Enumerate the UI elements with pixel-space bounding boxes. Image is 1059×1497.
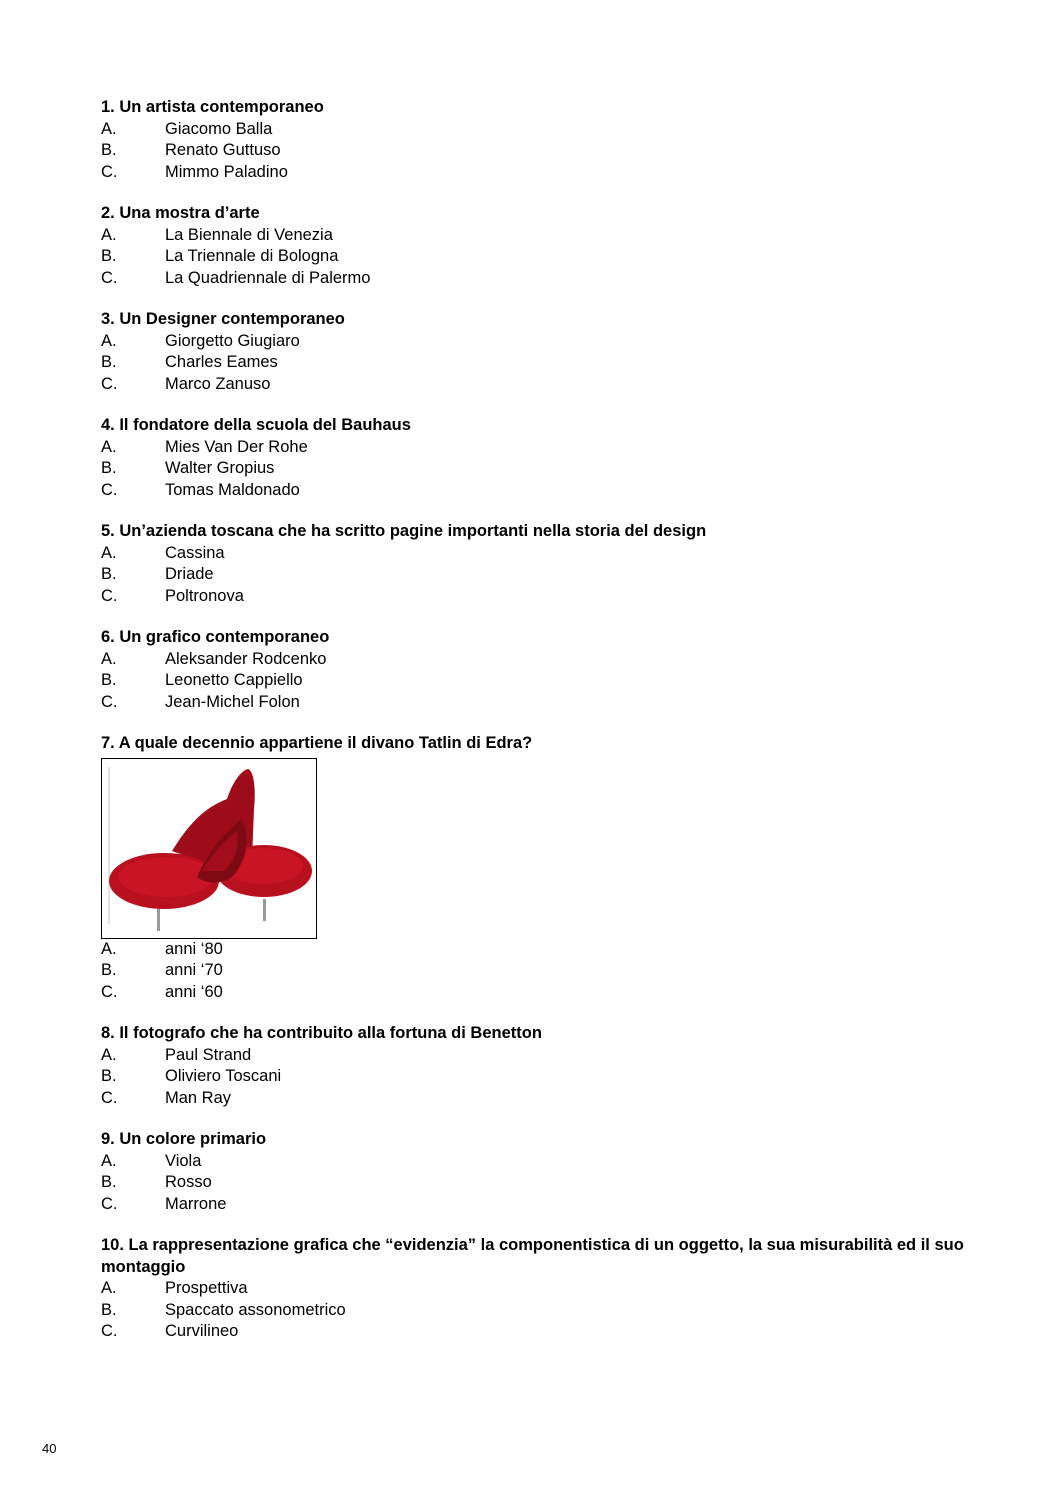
question-8: [101, 1023, 1001, 1109]
option-a: [101, 939, 1001, 961]
option-text: anni ‘70: [165, 961, 223, 979]
option-b: [101, 670, 1001, 692]
option-text: La Triennale di Bologna: [165, 247, 339, 265]
question-1: [101, 97, 1001, 183]
option-text: Leonetto Cappiello: [165, 671, 303, 689]
question-2: [101, 203, 1001, 289]
option-letter: B.: [101, 247, 117, 265]
option-a: [101, 1151, 1001, 1173]
option-text: Oliviero Toscani: [165, 1067, 282, 1085]
option-a: [101, 119, 1001, 141]
option-text: anni ‘60: [165, 982, 223, 1001]
option-letter: A.: [101, 1045, 117, 1064]
question-10: [101, 1235, 1001, 1343]
option-letter: B.: [101, 1173, 117, 1191]
option-b: [101, 246, 1001, 268]
option-text: anni ‘80: [165, 939, 223, 958]
option-letter: C.: [101, 586, 118, 605]
option-c: [101, 1321, 1001, 1343]
question-5: [101, 521, 1001, 607]
option-b: [101, 458, 1001, 480]
option-b: [101, 960, 1001, 982]
option-letter: C.: [101, 1194, 118, 1213]
option-text: Poltronova: [165, 586, 244, 605]
option-text: Giorgetto Giugiaro: [165, 331, 300, 350]
question-title: 10. La rappresentazione grafica che “evidenzia” la componentistica di un oggetto, la sua misurabilità ed il suo montaggio: [101, 1236, 964, 1276]
question-6: [101, 627, 1001, 713]
option-c: [101, 480, 1001, 502]
option-c: [101, 982, 1001, 1004]
question-title: 8. Il fotografo che ha contribuito alla fortuna di Benetton: [101, 1024, 542, 1042]
question-9: [101, 1129, 1001, 1215]
option-letter: B.: [101, 565, 117, 583]
option-letter: A.: [101, 119, 117, 138]
option-text: Spaccato assonometrico: [165, 1300, 346, 1319]
question-title: 2. Una mostra d’arte: [101, 204, 260, 222]
option-letter: B.: [101, 141, 117, 159]
option-b: [101, 1300, 1001, 1322]
question-title: 6. Un grafico contemporaneo: [101, 628, 330, 646]
option-letter: A.: [101, 1279, 117, 1297]
option-b: [101, 1066, 1001, 1088]
option-a: [101, 437, 1001, 459]
option-letter: C.: [101, 692, 118, 711]
option-letter: C.: [101, 162, 118, 181]
question-title: 4. Il fondatore della scuola del Bauhaus: [101, 416, 411, 434]
question-4: [101, 415, 1001, 501]
option-c: [101, 374, 1001, 396]
tatlin-sofa-image: [101, 758, 317, 939]
question-title: 9. Un colore primario: [101, 1130, 267, 1148]
option-c: [101, 1088, 1001, 1110]
quiz-page: [101, 97, 1001, 1363]
page-number: 40: [42, 1441, 57, 1456]
option-c: [101, 692, 1001, 714]
option-letter: C.: [101, 480, 118, 499]
option-letter: C.: [101, 1088, 118, 1107]
option-b: [101, 352, 1001, 374]
option-text: Renato Guttuso: [165, 141, 281, 159]
option-letter: B.: [101, 1300, 117, 1319]
option-text: Curvilineo: [165, 1322, 239, 1340]
option-text: Aleksander Rodcenko: [165, 649, 327, 668]
option-b: [101, 564, 1001, 586]
option-letter: A.: [101, 1151, 117, 1170]
option-c: [101, 162, 1001, 184]
option-letter: B.: [101, 1067, 117, 1085]
option-letter: C.: [101, 268, 118, 287]
option-text: Viola: [165, 1151, 202, 1170]
option-text: La Biennale di Venezia: [165, 225, 333, 244]
option-text: Walter Gropius: [165, 459, 275, 477]
option-c: [101, 586, 1001, 608]
option-text: Driade: [165, 565, 214, 583]
option-a: [101, 1045, 1001, 1067]
option-b: [101, 1172, 1001, 1194]
option-text: Giacomo Balla: [165, 119, 273, 138]
option-letter: C.: [101, 982, 118, 1001]
question-title: 1. Un artista contemporaneo: [101, 98, 324, 116]
option-text: Man Ray: [165, 1088, 232, 1107]
option-a: [101, 543, 1001, 565]
option-text: Jean-Michel Folon: [165, 692, 300, 711]
question-7: [101, 733, 1001, 1003]
option-letter: B.: [101, 459, 117, 477]
option-text: Paul Strand: [165, 1045, 252, 1064]
sofa-illustration: [102, 759, 316, 938]
option-letter: B.: [101, 671, 117, 689]
option-letter: A.: [101, 437, 117, 456]
option-c: [101, 1194, 1001, 1216]
option-letter: B.: [101, 961, 117, 979]
option-text: Rosso: [165, 1173, 212, 1191]
option-c: [101, 268, 1001, 290]
option-text: Marco Zanuso: [165, 374, 271, 393]
option-text: Marrone: [165, 1194, 227, 1213]
question-title: 3. Un Designer contemporaneo: [101, 310, 345, 328]
option-text: La Quadriennale di Palermo: [165, 268, 371, 287]
question-title: 7. A quale decennio appartiene il divano Tatlin di Edra?: [101, 734, 533, 752]
option-a: [101, 649, 1001, 671]
option-letter: B.: [101, 353, 117, 371]
option-a: [101, 225, 1001, 247]
option-text: Prospettiva: [165, 1279, 248, 1297]
option-letter: A.: [101, 331, 117, 350]
question-3: [101, 309, 1001, 395]
option-letter: C.: [101, 1322, 118, 1340]
option-letter: A.: [101, 225, 117, 244]
option-text: Mies Van Der Rohe: [165, 437, 308, 456]
option-b: [101, 140, 1001, 162]
option-letter: C.: [101, 374, 118, 393]
option-text: Charles Eames: [165, 353, 278, 371]
option-letter: A.: [101, 543, 117, 562]
option-a: [101, 1278, 1001, 1300]
option-letter: A.: [101, 939, 117, 958]
option-text: Cassina: [165, 543, 225, 562]
question-title: 5. Un’azienda toscana che ha scritto pagine importanti nella storia del design: [101, 522, 707, 540]
option-letter: A.: [101, 649, 117, 668]
option-a: [101, 331, 1001, 353]
option-text: Tomas Maldonado: [165, 480, 300, 499]
option-text: Mimmo Paladino: [165, 162, 288, 181]
